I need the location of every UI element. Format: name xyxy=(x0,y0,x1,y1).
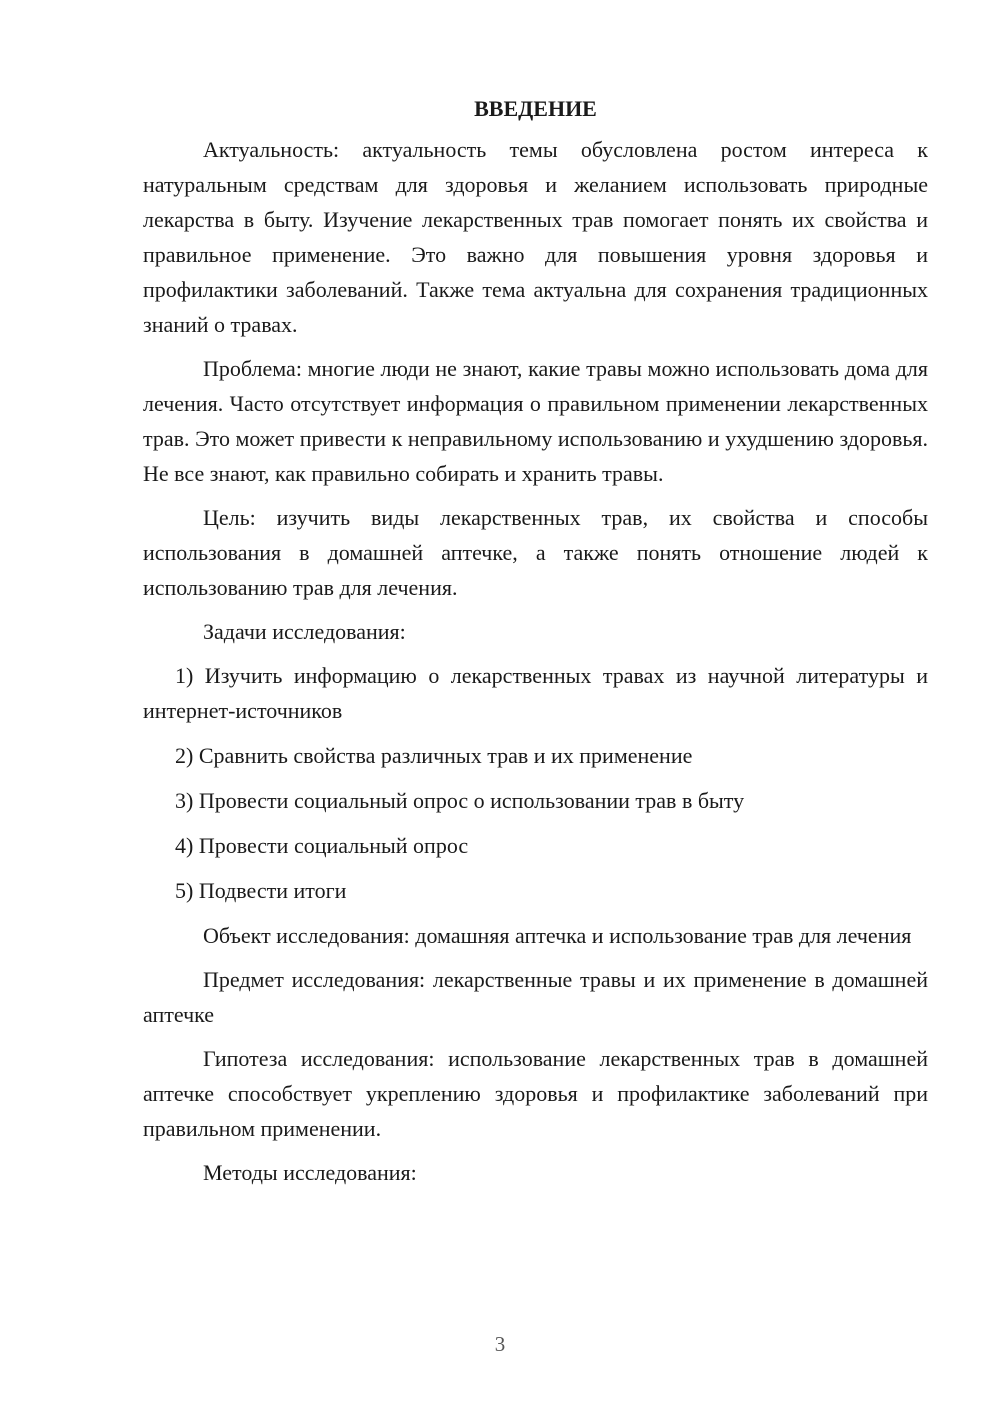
object-paragraph: Объект исследования: домашняя аптечка и использование трав для лечения xyxy=(203,923,912,948)
methods-paragraph: Методы исследования: xyxy=(203,1160,417,1185)
task-item: 2) Сравнить свойства различных трав и их применение xyxy=(175,743,693,768)
subject-paragraph: Предмет исследования: лекарственные травы и их применение в домашней аптечке xyxy=(143,967,928,1027)
goal-paragraph: Цель: изучить виды лекарственных трав, их свойства и способы использования в домашней аптечке, а также понять отношение людей к использованию трав для лечения. xyxy=(143,505,928,600)
tasks-heading: Задачи исследования: xyxy=(203,619,406,644)
task-item: 4) Провести социальный опрос xyxy=(175,833,469,858)
page-number: 3 xyxy=(494,1332,506,1356)
task-item: 3) Провести социальный опрос о использовании трав в быту xyxy=(175,788,745,813)
hypothesis-paragraph: Гипотеза исследования: использование лекарственных трав в домашней аптечке способствует укреплению здоровья и профилактике заболеваний при правильном применении. xyxy=(143,1046,928,1141)
problem-paragraph: Проблема: многие люди не знают, какие травы можно использовать дома для лечения. Часто отсутствует информация о правильном применении лекарственных трав. Это может привести к неправильному использованию и ухудшению здоровья. Не все знают, как правильно собирать и хранить травы. xyxy=(143,356,928,486)
task-item: 5) Подвести итоги xyxy=(175,878,347,903)
section-title: ВВЕДЕНИЕ xyxy=(474,96,597,121)
page-content xyxy=(143,92,928,1199)
task-item: 1) Изучить информацию о лекарственных травах из научной литературы и интернет-источников xyxy=(143,663,928,723)
relevance-paragraph: Актуальность: актуальность темы обусловлена ростом интереса к натуральным средствам для здоровья и желанием использовать природные лекарства в быту. Изучение лекарственных трав помогает понять их свойства и правильное применение. Это важно для повышения уровня здоровья и профилактики заболеваний. Также тема актуальна для сохранения традиционных знаний о травах. xyxy=(143,137,928,337)
